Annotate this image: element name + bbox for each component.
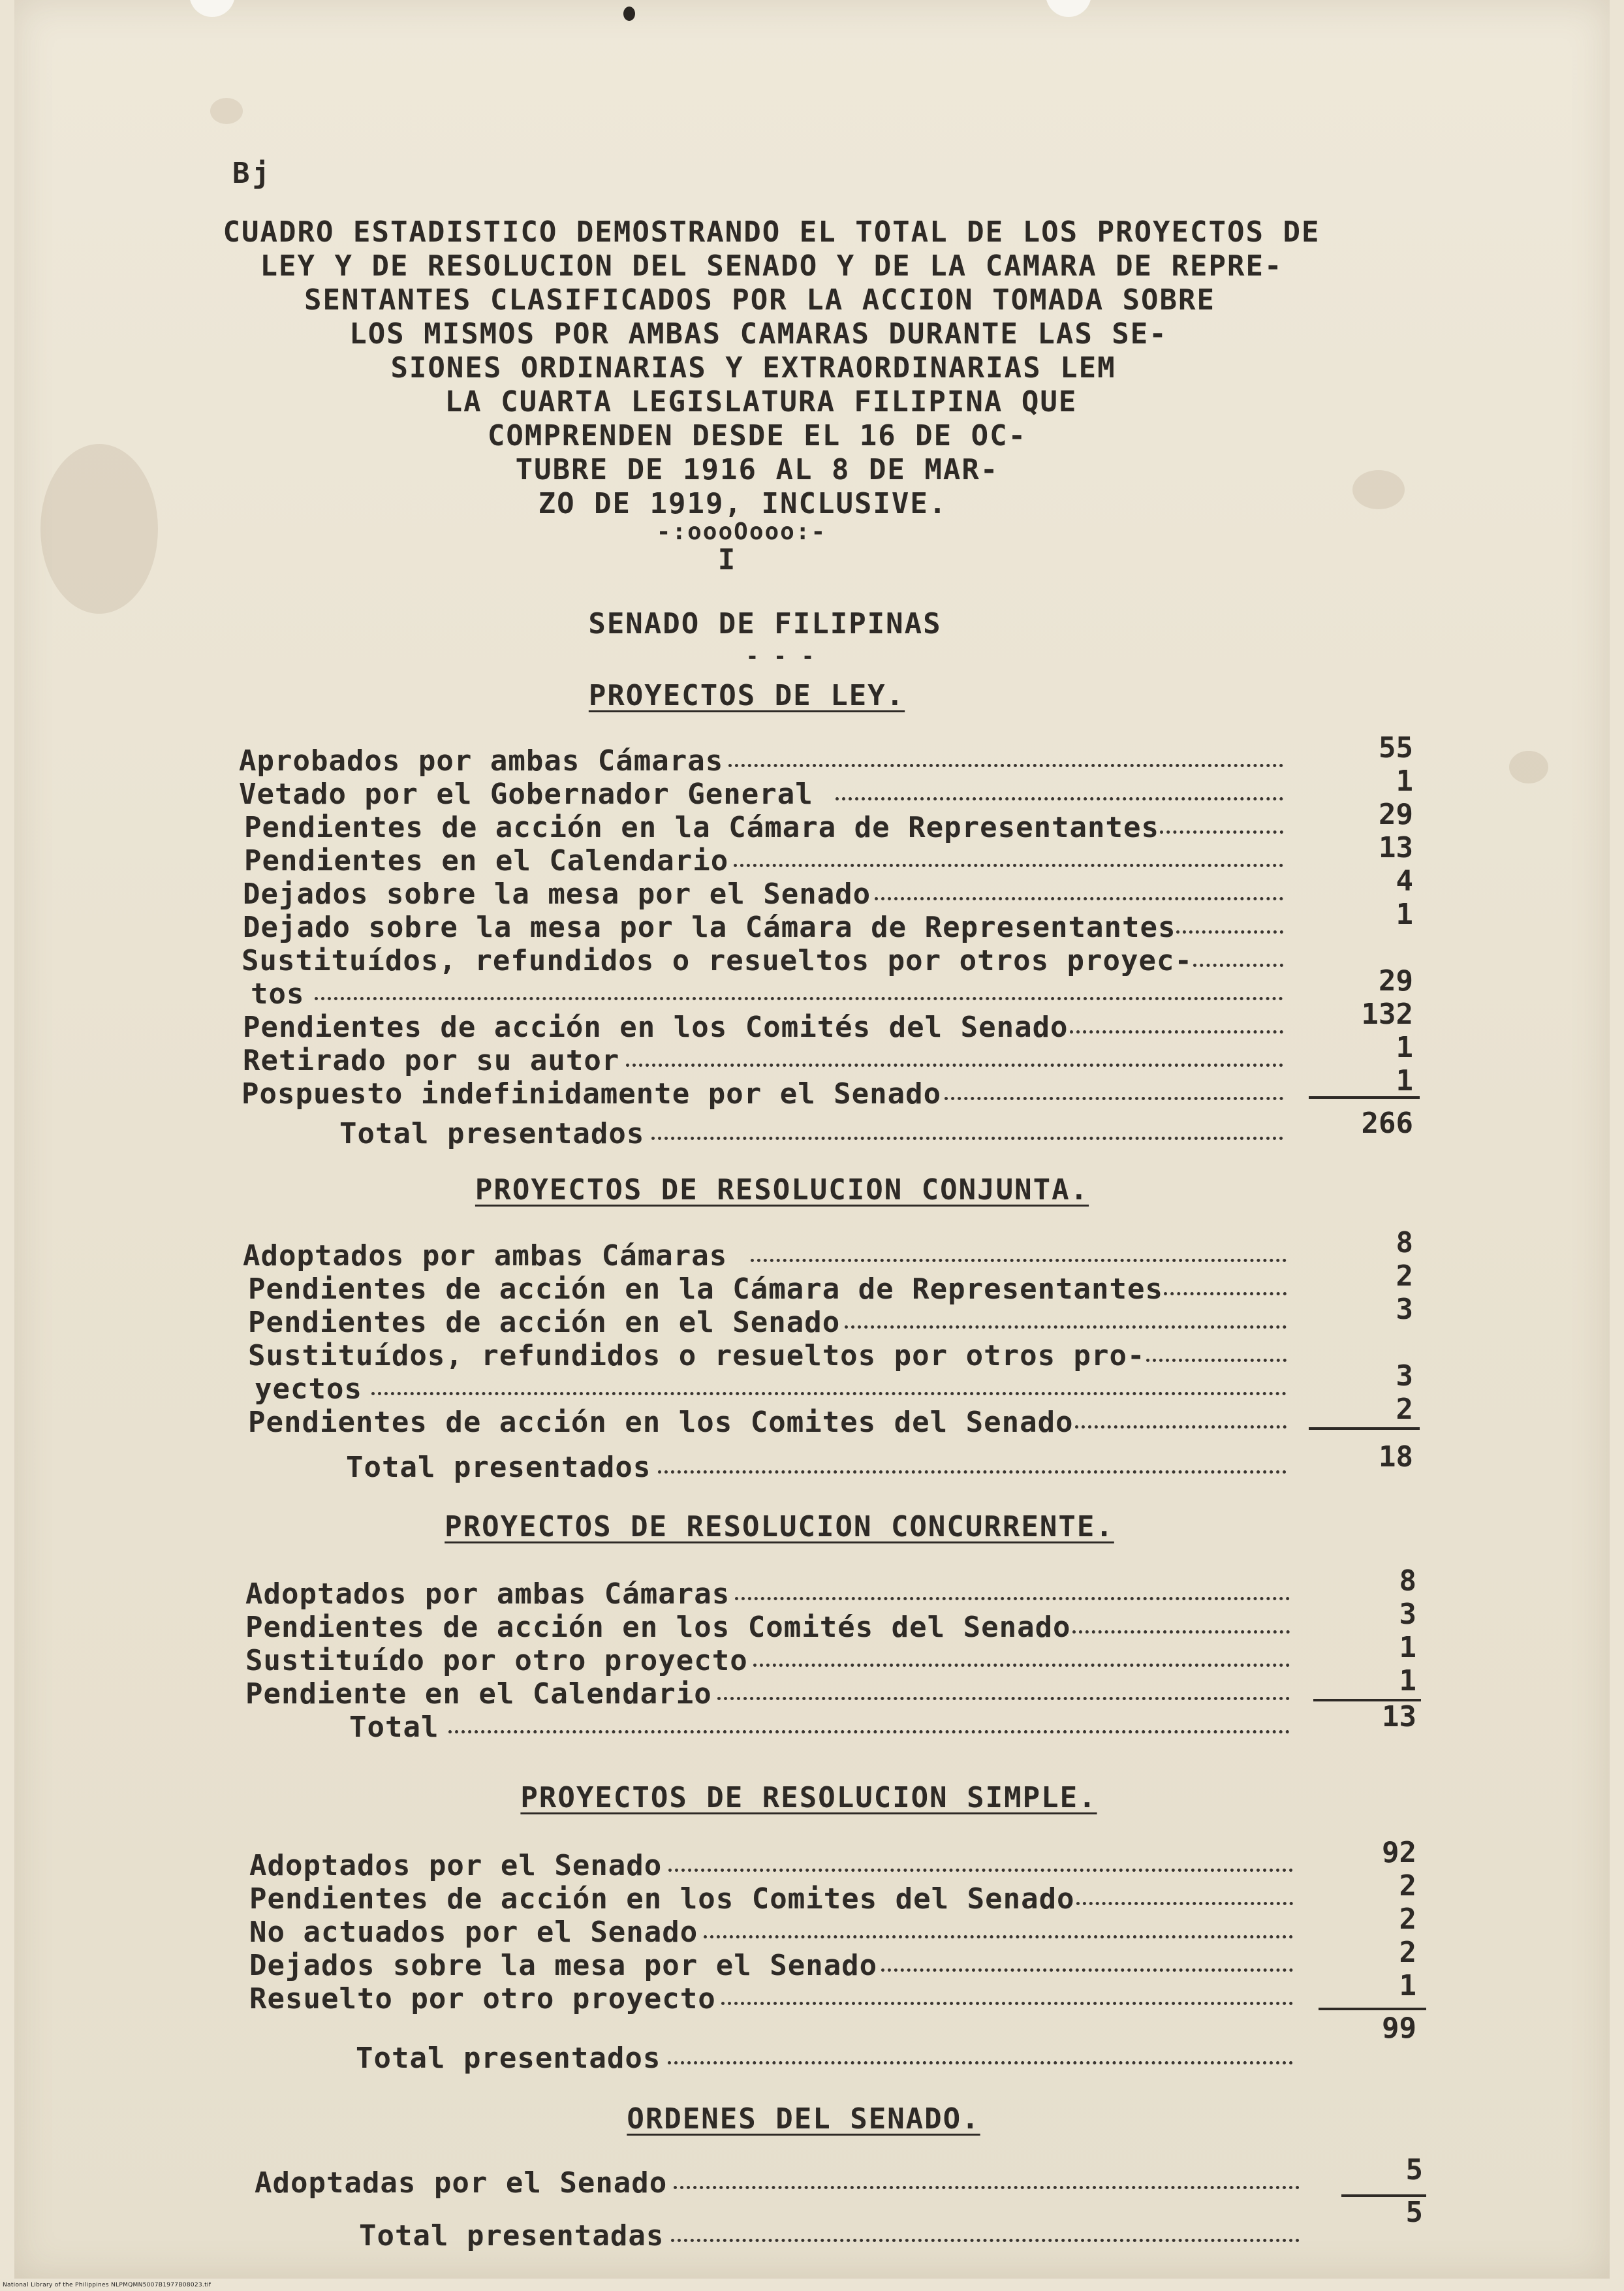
leader-dots bbox=[626, 1064, 1283, 1067]
row-value: 55 bbox=[1379, 731, 1413, 765]
total-label: Total presentados bbox=[339, 1117, 645, 1150]
title-line: ZO DE 1919, INCLUSIVE. bbox=[538, 487, 948, 520]
leader-dots bbox=[734, 864, 1283, 867]
table-row bbox=[244, 844, 1286, 878]
total-label: Total presentadas bbox=[359, 2219, 664, 2252]
total-row bbox=[339, 1117, 1286, 1151]
table-row bbox=[242, 944, 1286, 978]
table-row bbox=[245, 1677, 1292, 1711]
table-row bbox=[245, 1644, 1292, 1678]
punch-hole bbox=[1046, 0, 1091, 17]
row-label: Resuelto por otro proyecto bbox=[249, 1982, 716, 2015]
leader-dots bbox=[875, 897, 1283, 900]
document-code: Bj bbox=[232, 157, 272, 190]
row-value: 3 bbox=[1396, 1359, 1413, 1393]
total-value: 18 bbox=[1379, 1440, 1413, 1474]
leader-dots bbox=[717, 1697, 1290, 1700]
row-value: 1 bbox=[1399, 1631, 1416, 1664]
table-row bbox=[248, 1339, 1289, 1373]
row-value: 2 bbox=[1396, 1393, 1413, 1426]
leader-dots bbox=[671, 2239, 1300, 2242]
leader-dots bbox=[651, 1137, 1283, 1140]
table-row bbox=[243, 1044, 1286, 1078]
water-stain bbox=[1509, 751, 1548, 783]
row-value: 5 bbox=[1405, 2153, 1423, 2187]
senate-dashes: - - - bbox=[745, 644, 816, 669]
row-value: 3 bbox=[1399, 1598, 1416, 1631]
sum-rule bbox=[1319, 2008, 1426, 2010]
section-heading bbox=[0, 1510, 1591, 1543]
section-heading-text: PROYECTOS DE RESOLUCION CONJUNTA. bbox=[475, 1173, 1089, 1207]
table-row bbox=[243, 1239, 1289, 1273]
table-row bbox=[239, 744, 1286, 778]
table-row bbox=[249, 1882, 1296, 1916]
leader-dots bbox=[835, 797, 1283, 800]
punch-mark bbox=[623, 7, 635, 21]
row-label: Pendientes de acción en los Comites del Senado bbox=[248, 1406, 1074, 1439]
row-label: Pendientes de acción en el Senado bbox=[248, 1306, 841, 1339]
table-row bbox=[249, 1949, 1296, 1983]
leader-dots bbox=[1160, 830, 1283, 834]
row-value: 3 bbox=[1396, 1293, 1413, 1326]
total-value: 13 bbox=[1382, 1700, 1416, 1733]
leader-dots bbox=[448, 1730, 1290, 1733]
row-label: Adoptados por el Senado bbox=[249, 1849, 663, 1882]
row-value: 2 bbox=[1399, 1869, 1416, 1903]
total-value: 99 bbox=[1382, 2012, 1416, 2045]
leader-dots bbox=[1164, 1292, 1287, 1295]
leader-dots bbox=[371, 1392, 1287, 1395]
row-label: Aprobados por ambas Cámaras bbox=[239, 744, 724, 778]
table-row bbox=[255, 2166, 1302, 2200]
leader-dots bbox=[315, 997, 1283, 1000]
total-label: Total presentados bbox=[346, 1451, 651, 1484]
row-label: Dejado sobre la mesa por la Cámara de Representantes bbox=[243, 911, 1176, 944]
table-row bbox=[248, 1272, 1289, 1306]
row-value: 92 bbox=[1382, 1836, 1416, 1869]
section-heading bbox=[0, 1173, 1594, 1207]
water-stain bbox=[210, 98, 243, 124]
total-label: Total bbox=[349, 1711, 439, 1744]
table-row bbox=[249, 1982, 1296, 2016]
total-row bbox=[356, 2042, 1296, 2076]
table-row bbox=[248, 1406, 1289, 1440]
row-value: 1 bbox=[1396, 1064, 1413, 1098]
title-line: TUBRE DE 1916 AL 8 DE MAR- bbox=[515, 453, 999, 486]
leader-dots bbox=[1075, 1425, 1287, 1429]
row-label: Pendientes de acción en la Cámara de Representantes bbox=[248, 1272, 1164, 1306]
table-row bbox=[245, 1611, 1292, 1645]
punch-hole bbox=[189, 0, 235, 17]
row-label: Vetado por el Gobernador General bbox=[239, 778, 813, 811]
row-value: 1 bbox=[1396, 1031, 1413, 1064]
leader-dots bbox=[1076, 1902, 1293, 1905]
section-heading-text: ORDENES DEL SENADO. bbox=[627, 2102, 980, 2136]
row-value: 4 bbox=[1396, 864, 1413, 898]
row-label: Pendientes de acción en la Cámara de Representantes bbox=[244, 811, 1160, 844]
title-line: CUADRO ESTADISTICO DEMOSTRANDO EL TOTAL DE LOS PROYECTOS DE bbox=[223, 215, 1320, 249]
leader-dots bbox=[658, 1470, 1287, 1474]
row-value: 2 bbox=[1396, 1259, 1413, 1293]
leader-dots bbox=[721, 2002, 1293, 2005]
ornament: -:oooOooo:- bbox=[656, 518, 827, 545]
row-label: No actuados por el Senado bbox=[249, 1916, 698, 1949]
row-label: Retirado por su autor bbox=[243, 1044, 620, 1077]
row-label: Adoptados por ambas Cámaras bbox=[245, 1577, 730, 1611]
row-value: 13 bbox=[1379, 831, 1413, 864]
total-row bbox=[359, 2219, 1302, 2253]
sum-rule bbox=[1309, 1427, 1420, 1430]
row-label: Pendientes de acción en los Comités del Senado bbox=[245, 1611, 1071, 1644]
row-label: Pendiente en el Calendario bbox=[245, 1677, 712, 1711]
total-row bbox=[349, 1711, 1292, 1745]
leader-dots bbox=[674, 2186, 1300, 2189]
sum-rule bbox=[1309, 1096, 1420, 1099]
table-row bbox=[248, 1306, 1289, 1340]
row-label: Sustituídos, refundidos o resueltos por otros pro- bbox=[248, 1339, 1146, 1372]
total-row bbox=[346, 1451, 1289, 1485]
row-label: yectos bbox=[255, 1372, 362, 1406]
row-label: Adoptadas por el Senado bbox=[255, 2166, 668, 2200]
row-label: Pospuesto indefinidamente por el Senado bbox=[242, 1077, 942, 1111]
leader-dots bbox=[1146, 1359, 1287, 1362]
table-row bbox=[243, 911, 1286, 945]
row-value: 1 bbox=[1399, 1969, 1416, 2002]
row-value: 8 bbox=[1396, 1226, 1413, 1259]
row-value: 132 bbox=[1361, 998, 1413, 1031]
row-value: 2 bbox=[1399, 1936, 1416, 1969]
leader-dots bbox=[751, 1259, 1287, 1262]
row-label: Dejados sobre la mesa por el Senado bbox=[243, 877, 871, 911]
title-line: COMPRENDEN DESDE EL 16 DE OC- bbox=[487, 419, 1027, 452]
leader-dots bbox=[668, 2061, 1293, 2064]
row-value: 1 bbox=[1396, 765, 1413, 798]
table-row bbox=[242, 1077, 1286, 1111]
leader-dots bbox=[881, 1968, 1293, 1972]
leader-dots bbox=[1193, 964, 1283, 967]
row-value: 2 bbox=[1399, 1903, 1416, 1936]
table-row bbox=[244, 811, 1286, 845]
title-line: SENTANTES CLASIFICADOS POR LA ACCION TOMADA SOBRE bbox=[304, 283, 1216, 317]
leader-dots bbox=[753, 1664, 1290, 1667]
section-heading-text: PROYECTOS DE LEY. bbox=[588, 679, 905, 712]
leader-dots bbox=[668, 1869, 1293, 1872]
row-label: Pendientes de acción en los Comites del Senado bbox=[249, 1882, 1075, 1916]
table-row bbox=[243, 877, 1286, 911]
table-row bbox=[251, 977, 1286, 1011]
leader-dots bbox=[945, 1097, 1283, 1100]
table-row bbox=[239, 778, 1286, 812]
leader-dots bbox=[1072, 1630, 1290, 1634]
table-row bbox=[243, 1011, 1286, 1045]
row-value: 8 bbox=[1399, 1564, 1416, 1598]
section-heading bbox=[0, 1781, 1621, 1814]
table-row bbox=[249, 1849, 1296, 1883]
title-line: LOS MISMOS POR AMBAS CAMARAS DURANTE LAS SE- bbox=[349, 317, 1168, 351]
title-line: LEY Y DE RESOLUCION DEL SENADO Y DE LA CAMARA DE REPRE- bbox=[260, 249, 1283, 283]
row-label: Sustituído por otro proyecto bbox=[245, 1644, 748, 1677]
row-label: tos bbox=[251, 977, 305, 1011]
row-value: 1 bbox=[1399, 1664, 1416, 1698]
section-heading bbox=[0, 679, 1559, 712]
leader-dots bbox=[1070, 1030, 1283, 1034]
section-heading bbox=[0, 2102, 1616, 2136]
section-heading-text: PROYECTOS DE RESOLUCION SIMPLE. bbox=[520, 1781, 1097, 1814]
title-line: LA CUARTA LEGISLATURA FILIPINA QUE bbox=[445, 385, 1078, 419]
senate-heading: SENADO DE FILIPINAS bbox=[588, 607, 942, 640]
row-value: 29 bbox=[1379, 798, 1413, 831]
table-row bbox=[245, 1577, 1292, 1611]
leader-dots bbox=[845, 1325, 1287, 1329]
total-value: 5 bbox=[1405, 2196, 1423, 2229]
row-label: Pendientes en el Calendario bbox=[244, 844, 729, 877]
leader-dots bbox=[735, 1597, 1290, 1600]
table-row bbox=[255, 1372, 1289, 1406]
row-label: Dejados sobre la mesa por el Senado bbox=[249, 1949, 878, 1982]
roman-numeral: I bbox=[717, 543, 737, 577]
leader-dots bbox=[728, 764, 1283, 767]
total-value: 266 bbox=[1361, 1107, 1413, 1140]
row-label: Sustituídos, refundidos o resueltos por otros proyec- bbox=[242, 944, 1193, 977]
total-label: Total presentados bbox=[356, 2042, 661, 2075]
leader-dots bbox=[704, 1935, 1293, 1938]
title-line: SIONES ORDINARIAS Y EXTRAORDINARIAS LEM bbox=[390, 351, 1116, 385]
row-value: 29 bbox=[1379, 964, 1413, 998]
archive-footer: National Library of the Philippines NLPMQMN5007B1977B08023.tif bbox=[3, 2282, 211, 2288]
row-label: Adoptados por ambas Cámaras bbox=[243, 1239, 728, 1272]
table-row bbox=[249, 1916, 1296, 1950]
row-label: Pendientes de acción en los Comités del Senado bbox=[243, 1011, 1069, 1044]
row-value: 1 bbox=[1396, 898, 1413, 931]
leader-dots bbox=[1176, 930, 1283, 934]
section-heading-text: PROYECTOS DE RESOLUCION CONCURRENTE. bbox=[445, 1510, 1114, 1543]
